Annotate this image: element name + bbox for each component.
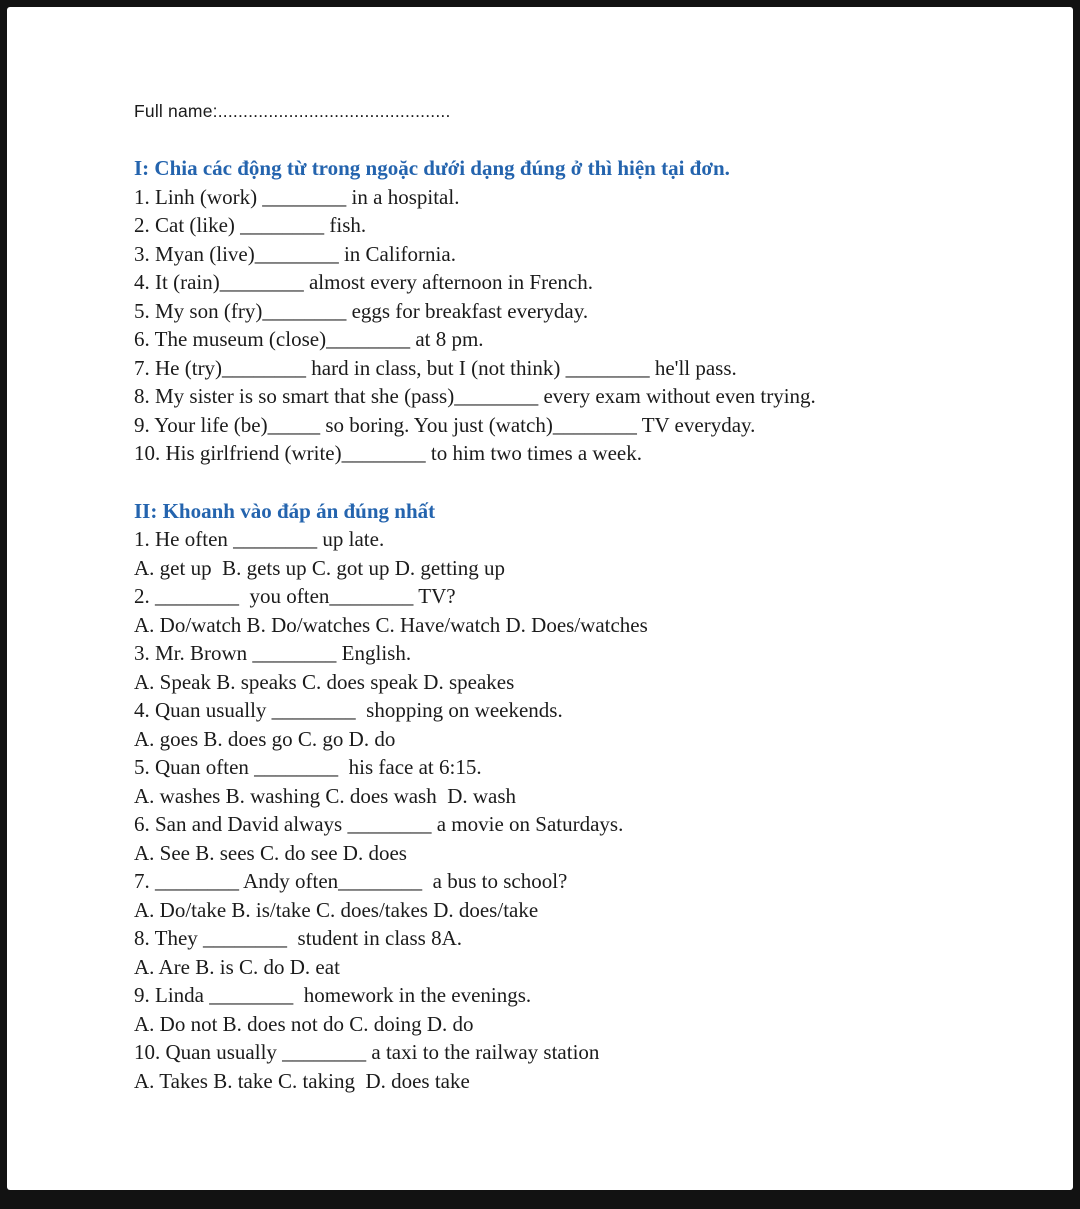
options-line: A. Do/take B. is/take C. does/takes D. does/take bbox=[134, 897, 539, 922]
options-line: A. get up B. gets up C. got up D. getting up bbox=[134, 555, 505, 580]
options-line: A. Do not B. does not do C. doing D. do bbox=[134, 1011, 474, 1036]
options-line: A. washes B. washing C. does wash D. wash bbox=[134, 783, 517, 808]
options-line: A. Are B. is C. do D. eat bbox=[134, 954, 340, 979]
document-content bbox=[7, 7, 1073, 1095]
question-line: 4. Quan usually ________ shopping on weekends. bbox=[134, 698, 563, 722]
options-line: A. goes B. does go C. go D. do bbox=[134, 726, 396, 751]
section-1-item: 7. He (try)________ hard in class, but I (not think) ________ he'll pass. bbox=[134, 355, 737, 380]
section-1-item: 3. Myan (live)________ in California. bbox=[134, 241, 456, 266]
question-line: 1. He often ________ up late. bbox=[134, 527, 385, 551]
section-1-item: 4. It (rain)________ almost every afternoon in French. bbox=[134, 270, 593, 294]
section-1-item: 9. Your life (be)_____ so boring. You just (watch)________ TV everyday. bbox=[134, 412, 756, 437]
question-line: 8. They ________ student in class 8A. bbox=[134, 926, 463, 950]
section-1-item: 10. His girlfriend (write)________ to him two times a week. bbox=[134, 441, 642, 465]
document-page bbox=[7, 7, 1073, 1190]
question-line: 7. ________ Andy often________ a bus to school? bbox=[134, 869, 568, 893]
options-line: A. Takes B. take C. taking D. does take bbox=[134, 1068, 470, 1093]
question-line: 3. Mr. Brown ________ English. bbox=[134, 641, 412, 665]
question-line: 5. Quan often ________ his face at 6:15. bbox=[134, 755, 482, 779]
options-line: A. See B. sees C. do see D. does bbox=[134, 840, 407, 865]
section-1-item: 2. Cat (like) ________ fish. bbox=[134, 213, 367, 237]
section-2-title: II: Khoanh vào đáp án đúng nhất bbox=[134, 498, 436, 523]
section-1-title: I: Chia các động từ trong ngoặc dưới dạng đúng ở thì hiện tại đơn. bbox=[134, 156, 730, 180]
question-line: 6. San and David always ________ a movie on Saturdays. bbox=[134, 812, 624, 836]
question-line: 10. Quan usually ________ a taxi to the railway station bbox=[134, 1040, 600, 1064]
options-line: A. Speak B. speaks C. does speak D. speakes bbox=[134, 669, 515, 694]
options-line: A. Do/watch B. Do/watches C. Have/watch D. Does/watches bbox=[134, 612, 648, 637]
question-line: 9. Linda ________ homework in the evenings. bbox=[134, 983, 532, 1007]
full-name-line: Full name:.............................................. bbox=[134, 101, 451, 121]
section-1-item: 8. My sister is so smart that she (pass)________ every exam without even trying. bbox=[134, 384, 816, 408]
section-1-item: 1. Linh (work) ________ in a hospital. bbox=[134, 184, 460, 209]
section-1-item: 6. The museum (close)________ at 8 pm. bbox=[134, 327, 484, 351]
section-1-item: 5. My son (fry)________ eggs for breakfast everyday. bbox=[134, 298, 589, 323]
question-line: 2. ________ you often________ TV? bbox=[134, 584, 456, 608]
